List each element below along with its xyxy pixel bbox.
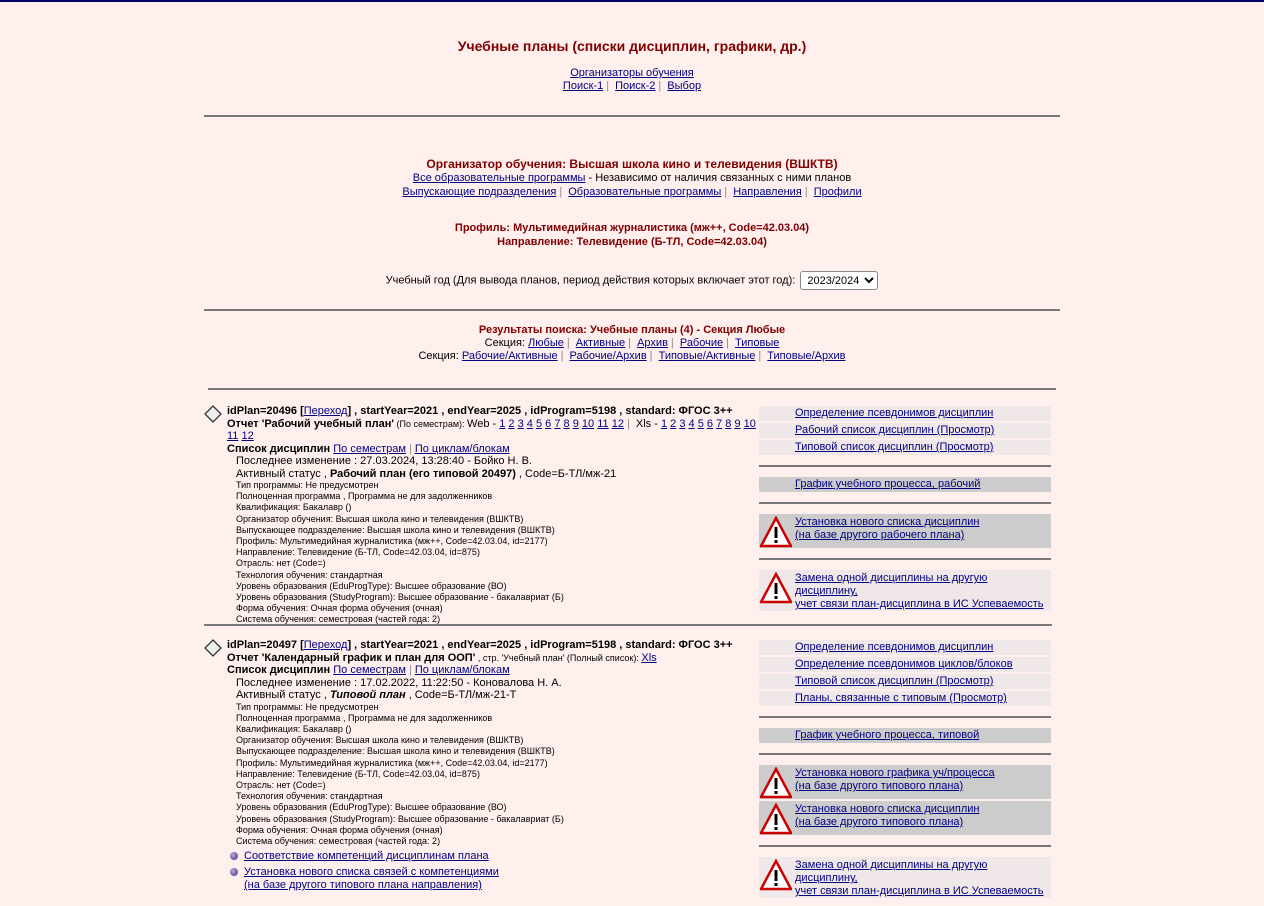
- page-link[interactable]: 1: [660, 417, 668, 430]
- xls-link[interactable]: Xls: [641, 651, 657, 664]
- edu-programs-link[interactable]: Образовательные программы: [568, 186, 722, 198]
- detail-line: Выпускающее подразделение: Высшая школа кино и телевидения (ВШКТВ): [236, 746, 555, 757]
- aliases-link[interactable]: Определение псевдонимов дисциплин: [795, 407, 994, 419]
- detail-line: Форма обучения: Очная форма обучения (очная): [236, 603, 443, 614]
- page-link[interactable]: 10: [743, 417, 756, 430]
- jump-link[interactable]: Переход: [303, 405, 348, 417]
- section-typical[interactable]: Типовые: [735, 337, 780, 349]
- new-competence-links-link[interactable]: Установка нового списка связей с компетенциями (на базе другого типового плана направления): [244, 866, 499, 892]
- section-working[interactable]: Рабочие: [679, 337, 724, 349]
- new-schedule-action: [759, 765, 1051, 799]
- web-page-links: [499, 418, 624, 430]
- working-list-link[interactable]: Рабочий список дисциплин (Просмотр): [795, 424, 995, 436]
- by-semesters-link[interactable]: По семестрам: [333, 442, 406, 455]
- page-link[interactable]: 11: [227, 430, 239, 442]
- choice-link[interactable]: Выбор: [667, 80, 702, 92]
- by-cycles-link[interactable]: По циклам/блокам: [414, 442, 510, 455]
- page-link[interactable]: 7: [554, 417, 561, 430]
- detail-line: Профиль: Мультимедийная журналистика (мж++, Code=42.03.04, id=2177): [236, 757, 548, 768]
- new-discipline-list-action: [759, 514, 1051, 548]
- divider: [204, 309, 1060, 311]
- section-working-archive[interactable]: Рабочие/Архив: [569, 350, 647, 362]
- page-link[interactable]: 9: [734, 417, 741, 430]
- plan-details: [236, 480, 757, 626]
- warning-icon: [760, 516, 792, 548]
- page-link[interactable]: 9: [572, 417, 579, 430]
- detail-line: Квалификация: Бакалавр (): [236, 502, 352, 513]
- detail-line: Тип программы: Не предусмотрен: [236, 480, 379, 490]
- all-programs-note: - Независимо от наличия связанных с ними планов: [585, 172, 852, 184]
- organizer-heading: Организатор обучения: Высшая школа кино и телевидения (ВШКТВ): [426, 157, 838, 171]
- status-line: Активный статус , Типовой план , Code=Б-ТЛ/мж-21-Т: [236, 689, 517, 701]
- jump-link[interactable]: Переход: [303, 639, 348, 651]
- divider: [204, 115, 1060, 117]
- new-list-link[interactable]: Установка нового списка дисциплин (на базе другого типового плана): [795, 803, 980, 828]
- detail-line: Профиль: Мультимедийная журналистика (мж++, Code=42.03.04, id=2177): [236, 536, 548, 547]
- organizer-block: Организатор обучения: Высшая школа кино и телевидения (ВШКТВ) Все образовательные программы - Независимо от наличия связанных с ними планов Выпускающие подразделения | Образовательные программы | Направления | Профили: [0, 157, 1264, 199]
- detail-line: Уровень образования (StudyProgram): Высшее образование - бакалавриат (Б): [236, 592, 564, 603]
- plan-actions: [759, 639, 1051, 900]
- schedule-typical-link[interactable]: График учебного процесса, типовой: [795, 729, 980, 741]
- page-link[interactable]: 3: [517, 417, 524, 430]
- by-cycles-link[interactable]: По циклам/блокам: [414, 664, 510, 676]
- warning-icon: [760, 767, 792, 799]
- last-change: Последнее изменение : 27.03.2024, 13:28:40 - Бойко Н. В.: [236, 455, 532, 467]
- detail-line: Уровень образования (EduProgType): Высшее образование (ВО): [236, 580, 507, 591]
- section-working-active[interactable]: Рабочие/Активные: [461, 350, 558, 362]
- profile-heading: Профиль: Мультимедийная журналистика (мж++, Code=42.03.04): [454, 222, 810, 234]
- detail-line: Уровень образования (EduProgType): Высшее образование (ВО): [236, 802, 507, 813]
- warning-icon: [760, 572, 792, 604]
- page-link[interactable]: 8: [725, 417, 732, 430]
- cycle-aliases-link[interactable]: Определение псевдонимов циклов/блоков: [795, 658, 1013, 670]
- detail-line: Система обучения: семестровая (частей года: 2): [236, 835, 441, 846]
- page-link[interactable]: 2: [508, 417, 515, 430]
- results-block: Результаты поиска: Учебные планы (4) - Секция Любые Секция: Любые | Активные | Архив | Рабочие | Типовые Секция: Рабочие/Активные | Рабочие/Архив | Типовые/Активные | Типовые/Архив: [0, 324, 1264, 363]
- last-change: Последнее изменение : 17.02.2022, 11:22:50 - Коновалова Н. А.: [236, 676, 562, 689]
- typical-list-link[interactable]: Типовой список дисциплин (Просмотр): [795, 441, 994, 453]
- detail-line: Направление: Телевидение (Б-ТЛ, Code=42.03.04, id=875): [236, 547, 480, 558]
- diamond-icon[interactable]: [204, 405, 222, 423]
- page-link[interactable]: 4: [526, 417, 533, 430]
- profiles-link[interactable]: Профили: [813, 186, 862, 198]
- detail-line: Организатор обучения: Высшая школа кино и телевидения (ВШКТВ): [236, 513, 524, 524]
- divider: [208, 388, 1056, 390]
- warning-icon: [760, 859, 792, 891]
- replace-discipline-action: [759, 570, 1051, 611]
- page-link[interactable]: 3: [679, 417, 686, 430]
- replace-discipline-action: [759, 857, 1051, 898]
- by-semesters-link[interactable]: По семестрам: [333, 664, 406, 676]
- directions-link[interactable]: Направления: [733, 186, 802, 198]
- page-link[interactable]: 11: [597, 417, 609, 430]
- detail-line: Уровень образования (StudyProgram): Высшее образование - бакалавриат (Б): [236, 813, 564, 824]
- profile-block: [0, 221, 1264, 249]
- year-label: Учебный год (Для вывода планов, период действия которых включает этот год):: [385, 274, 796, 287]
- status-line: Активный статус , Рабочий план (его типовой 20497) , Code=Б-ТЛ/мж-21: [236, 467, 617, 480]
- page-link[interactable]: 7: [716, 417, 723, 430]
- page-link[interactable]: 6: [545, 417, 552, 430]
- results-heading: Результаты поиска: Учебные планы (4) - Секция Любые: [478, 324, 786, 336]
- detail-line: Технология обучения: стандартная: [236, 569, 383, 580]
- detail-line: Полноценная программа , Программа не для задолженников: [236, 491, 493, 502]
- top-nav: Организаторы обучения Поиск-1 | Поиск-2 | Выбор: [562, 67, 702, 92]
- page-title: Учебные планы (списки дисциплин, графики, др.): [457, 38, 807, 54]
- page-link[interactable]: 1: [499, 417, 506, 430]
- new-list-link[interactable]: Установка нового списка дисциплин (на базе другого рабочего плана): [795, 516, 980, 541]
- detail-line: Технология обучения: стандартная: [236, 791, 383, 802]
- page-link[interactable]: 6: [706, 417, 713, 430]
- related-plans-link[interactable]: Планы, связанные с типовым (Просмотр): [795, 692, 1007, 704]
- detail-line: Отрасль: нет (Code=): [236, 558, 326, 569]
- detail-line: Система обучения: семестровая (частей года: 2): [236, 614, 441, 625]
- search2-link[interactable]: Поиск-2: [615, 80, 656, 92]
- typical-list-link[interactable]: Типовой список дисциплин (Просмотр): [795, 675, 994, 687]
- section-typical-archive[interactable]: Типовые/Архив: [767, 350, 846, 362]
- new-discipline-list-action: [759, 801, 1051, 835]
- page-link[interactable]: 12: [241, 430, 254, 442]
- detail-line: Организатор обучения: Высшая школа кино и телевидения (ВШКТВ): [236, 735, 524, 746]
- new-schedule-link[interactable]: Установка нового графика уч/процесса (на базе другого типового плана): [795, 767, 995, 792]
- detail-line: Квалификация: Бакалавр (): [236, 723, 352, 734]
- page-link[interactable]: 10: [581, 417, 595, 430]
- all-programs-link[interactable]: Все образовательные программы: [412, 172, 586, 184]
- aliases-link[interactable]: Определение псевдонимов дисциплин: [795, 641, 994, 653]
- bullet-icon: [230, 868, 238, 876]
- direction-heading: Направление: Телевидение (Б-ТЛ, Code=42.03.04): [497, 236, 767, 248]
- detail-line: Форма обучения: Очная форма обучения (очная): [236, 824, 443, 835]
- organizers-link[interactable]: Организаторы обучения: [570, 67, 694, 79]
- detail-line: Отрасль: нет (Code=): [236, 779, 326, 790]
- competence-link[interactable]: Соответствие компетенций дисциплинам плана: [244, 850, 489, 863]
- schedule-working-link[interactable]: График учебного процесса, рабочий: [795, 478, 981, 490]
- detail-line: Тип программы: Не предусмотрен: [236, 701, 379, 712]
- divider: [204, 624, 1052, 626]
- diamond-icon[interactable]: [204, 639, 222, 657]
- replace-link[interactable]: Замена одной дисциплины на другую дисциплину, учет связи план-дисциплина в ИС Успеваемость: [795, 859, 1044, 897]
- year-block: [0, 271, 1264, 290]
- page-link[interactable]: 8: [563, 417, 570, 430]
- section-active[interactable]: Активные: [575, 337, 626, 349]
- warning-icon: [760, 803, 792, 835]
- section-any[interactable]: Любые: [528, 337, 564, 349]
- page-link[interactable]: 5: [697, 417, 704, 430]
- plan-actions: [759, 405, 1051, 613]
- year-select[interactable]: [800, 271, 878, 290]
- replace-link[interactable]: Замена одной дисциплины на другую дисциплину, учет связи план-дисциплина в ИС Успеваемость: [795, 572, 1044, 610]
- page-link[interactable]: 5: [535, 417, 543, 430]
- section-typical-active[interactable]: Типовые/Активные: [658, 350, 756, 362]
- plan-details: [236, 702, 757, 848]
- detail-line: Направление: Телевидение (Б-ТЛ, Code=42.03.04, id=875): [236, 768, 480, 779]
- page-link[interactable]: 2: [670, 417, 677, 430]
- graduating-units-link[interactable]: Выпускающие подразделения: [402, 186, 557, 198]
- page-link[interactable]: 12: [611, 417, 624, 430]
- page-link[interactable]: 4: [688, 417, 695, 430]
- detail-line: Полноценная программа , Программа не для задолженников: [236, 712, 493, 723]
- search1-link[interactable]: Поиск-1: [562, 80, 604, 92]
- detail-line: Выпускающее подразделение: Высшая школа кино и телевидения (ВШКТВ): [236, 524, 555, 535]
- section-archive[interactable]: Архив: [637, 337, 668, 349]
- bullet-icon: [230, 852, 238, 860]
